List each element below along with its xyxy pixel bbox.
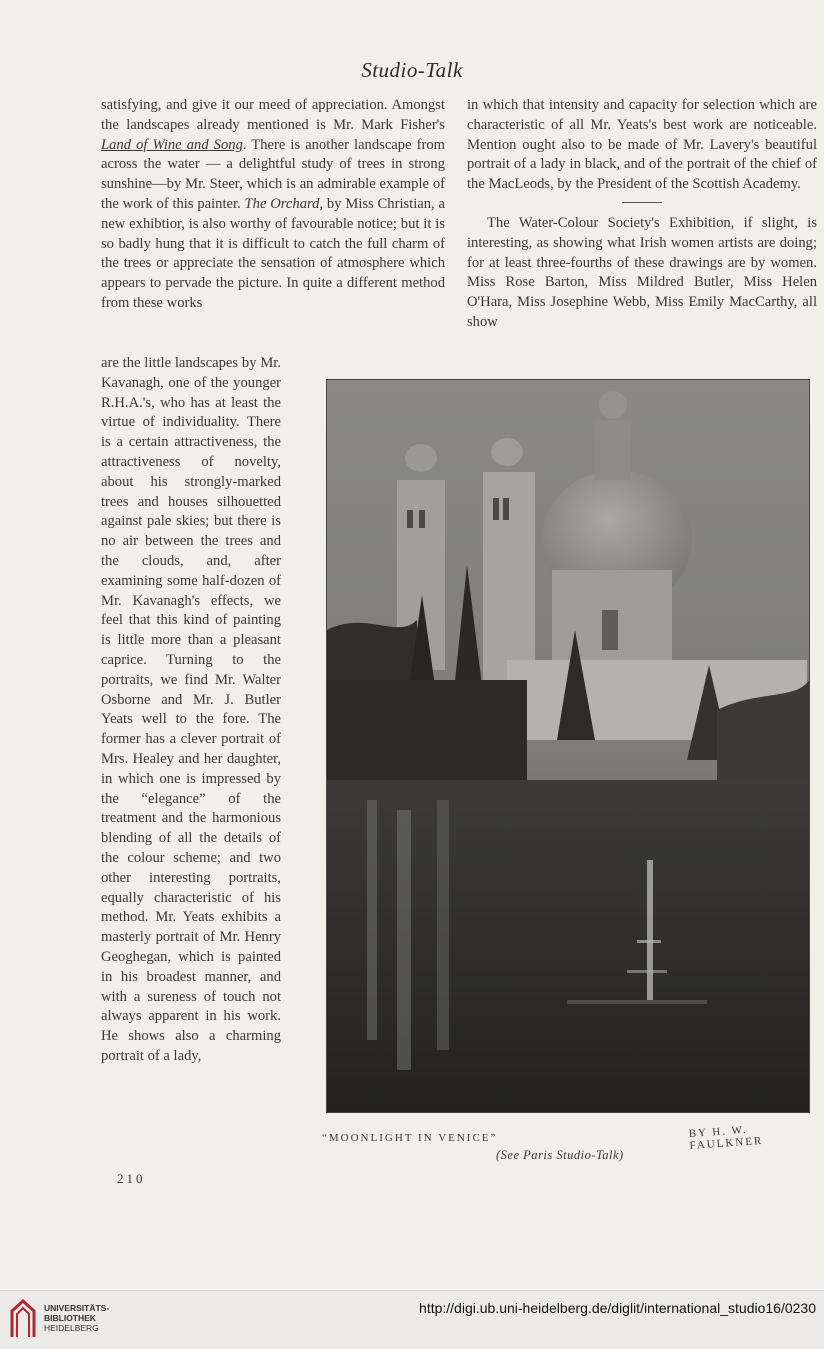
source-url-link[interactable]: http://digi.ub.uni-heidelberg.de/diglit/international_studio16/0230 [419,1300,816,1316]
illustration-reference: (See Paris Studio-Talk) [496,1148,624,1162]
library-logo-icon [8,1297,38,1341]
page-number: 210 [117,1171,146,1186]
right-column [467,96,817,333]
footer-bar [0,1290,824,1349]
painting-title: Land of Wine and Song [101,136,243,153]
section-rule [622,202,662,203]
illustration-moonlight-in-venice [327,380,809,1112]
running-head: Studio-Talk [361,58,463,82]
illustration-title: “MOONLIGHT IN VENICE” [322,1132,498,1144]
paragraph: The Water-Colour Society's Exhibition, if slight, is interesting, as showing what Irish women artists are doing; for at least three-fourths of these drawings are by women. Miss Rose Barton, Miss Mildred Butler, Miss Helen O'Hara, Miss Josephine Webb, Miss Emily MacCarthy, all show [467,214,817,330]
painting-image [327,380,809,1112]
library-name: UNIVERSITÄTS- BIBLIOTHEK HEIDELBERG [44,1303,110,1333]
left-column-narrow [101,354,281,1067]
illustration-artist: BY H. W. FAULKNER [688,1123,764,1152]
left-column-top [101,96,445,314]
paragraph: in which that intensity and capacity for selection which are characteristic of all Mr. Yeats's best work are noticeable. Mention ought also to be made of Mr. Lavery's beautiful portrait of a lady in black, and of the portrait of the chief of the MacLeods, by the President of the Scottish Academy. [467,97,817,193]
paragraph: are the little landscapes by Mr. Kavanagh, one of the younger R.H.A.'s, who has at least the virtue of individuality. There is a certain attractiveness, the attractiveness of novelty, about his strongly-marked trees and houses silhouetted against pale skies; but there is no air between the trees and the clouds, and, after examining some half-dozen of Mr. Kavanagh's effects, we feel that this kind of painting is little more than a pleasant caprice. Turning to the portraits, we find Mr. Walter Osborne and Mr. J. Butler Yeats well to the fore. The former has a clever portrait of Mrs. Healey and her daughter, in which one is impressed by the “elegance” of the treatment and the harmonious blending of all the details of the colour scheme; and two other interesting portraits, equally characteristic of his method. Mr. Yeats exhibits a masterly portrait of Mr. Henry Geoghegan, which is painted in his broadest manner, and with a sureness of touch not always apparent in his work. He shows also a charming portrait of a lady, [101,355,281,1064]
painting-title: The Orchard [244,195,320,212]
paragraph: satisfying, and give it our meed of appreciation. Amongst the landscapes already mentioned is Mr. Mark Fisher's Land of Wine and Song. There is another landscape from across the water — a delightful study of trees in strong sunshine—by Mr. Steer, which is an admirable example of the work of this painter. The Orchard, by Miss Christian, a new exhibtior, is also worthy of favourable notice; but it is so badly hung that it is difficult to catch the full charm of the trees or appreciate the sensation of atmosphere which appears to pervade the picture. In quite a different method from these works [101,97,446,311]
